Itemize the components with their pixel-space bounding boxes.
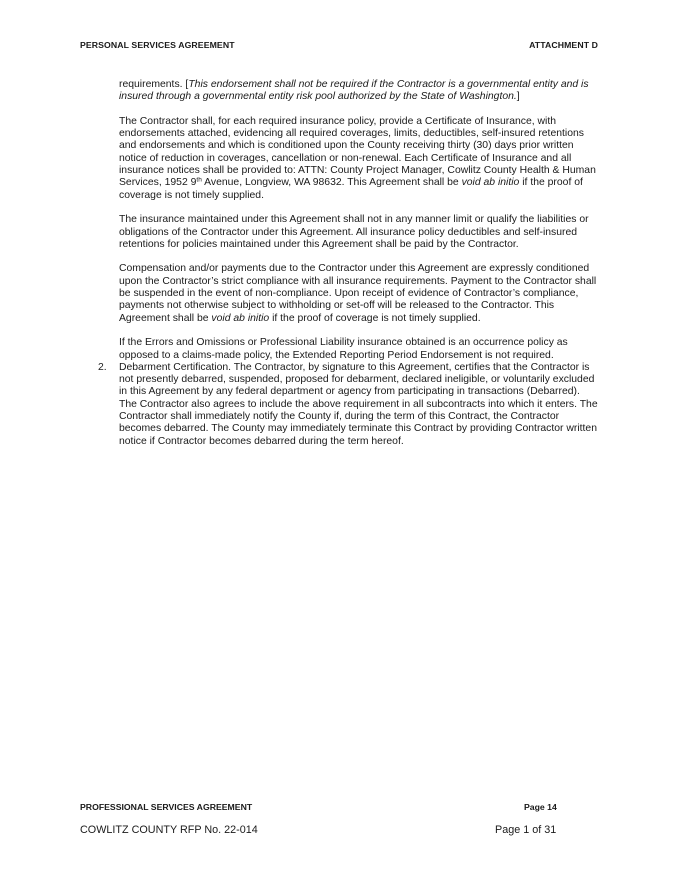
void-ab-initio-text: void ab initio: [211, 312, 270, 324]
footer-page-count: Page 1 of 31: [495, 824, 557, 836]
ordinal-suffix: th: [196, 176, 202, 184]
paragraph-endorsement-start: requirements. [: [119, 79, 189, 90]
paragraph-certificate-c: if the proof of coverage is not timely supplied.: [119, 177, 583, 201]
list-item-text: Debarment Certification. The Contractor, by signature to this Agreement, certifies that the Contractor is not presently debarred, suspended, proposed for debarment, declared ineligible, or voluntarily excluded in this Agreement by any federal department or agency from participating in transactions (Debarred). The Contractor also agrees to include the above requirement in all subcontracts into which it enters. The Contractor shall immediately notify the County if, during the term of this Contract, the Contractor becomes debarred. The County may immediately terminate this Contract by providing Contractor written notice if Contractor becomes debarred during the term hereof.: [119, 361, 598, 447]
header-attachment: ATTACHMENT D: [529, 40, 598, 50]
paragraph-compensation-a: Compensation and/or payments due to the Contractor under this Agreement are expressly conditioned upon the Contractor’s strict compliance with all insurance requirements. Payment to the Contractor shall be suspended in the event of non-compliance. Upon receipt of evidence of Contractor’s compliance, payments not otherwise subject to withholding or set-off will be released to the Contractor. This Agreement shall be: [119, 263, 597, 324]
paragraph-certificate-a: The Contractor shall, for each required insurance policy, provide a Certificate of Insurance, with endorsements attached, evidencing all required coverages, limits, deductibles, self-insured retentions and endorsements and which is conditioned upon the County receiving thirty (30) days prior written notice of reduction in coverages, cancellation or non-renewal. Each Certificate of Insurance and all insurance notices shall be provided to: ATTN: County Project Manager, Cowlitz County Health & Human Services, 1952 9: [119, 115, 596, 189]
paragraph-endorsement: [119, 79, 599, 104]
paragraph-errors-omissions: If the Errors and Omissions or Professional Liability insurance obtained is an occurrence policy as opposed to a claims-made policy, the Extended Reporting Period Endorsement is not required.: [119, 337, 568, 361]
footer-rfp-number: COWLITZ COUNTY RFP No. 22-014: [80, 824, 258, 836]
paragraph-endorsement-end: ]: [516, 91, 520, 103]
paragraph-endorsement-italic: This endorsement shall not be required if the Contractor is a governmental entity and is insured through a governmental entity risk pool authorized by the State of Washington.: [119, 79, 589, 103]
footer-agreement-title: PROFESSIONAL SERVICES AGREEMENT: [80, 802, 253, 812]
header-title: PERSONAL SERVICES AGREEMENT: [80, 40, 235, 50]
list-item-number: 2.: [98, 361, 107, 373]
void-ab-initio-text: void ab initio: [461, 177, 520, 189]
paragraph-certificate-b: Avenue, Longview, WA 98632. This Agreement shall be: [201, 177, 462, 189]
footer-page-label: Page 14: [524, 802, 557, 812]
document-body: [98, 79, 599, 448]
paragraph-certificate: [119, 116, 599, 202]
paragraph-insurance-limits: The insurance maintained under this Agreement shall not in any manner limit or qualify the liabilities or obligations of the Contractor under this Agreement. All insurance policy deductibles and self-insured retentions for policies maintained under this Agreement shall be paid by the Contractor.: [119, 214, 589, 250]
paragraph-compensation-b: if the proof of coverage is not timely supplied.: [269, 312, 481, 324]
list-item-debarment: [98, 361, 599, 448]
paragraph-compensation: [119, 263, 599, 324]
